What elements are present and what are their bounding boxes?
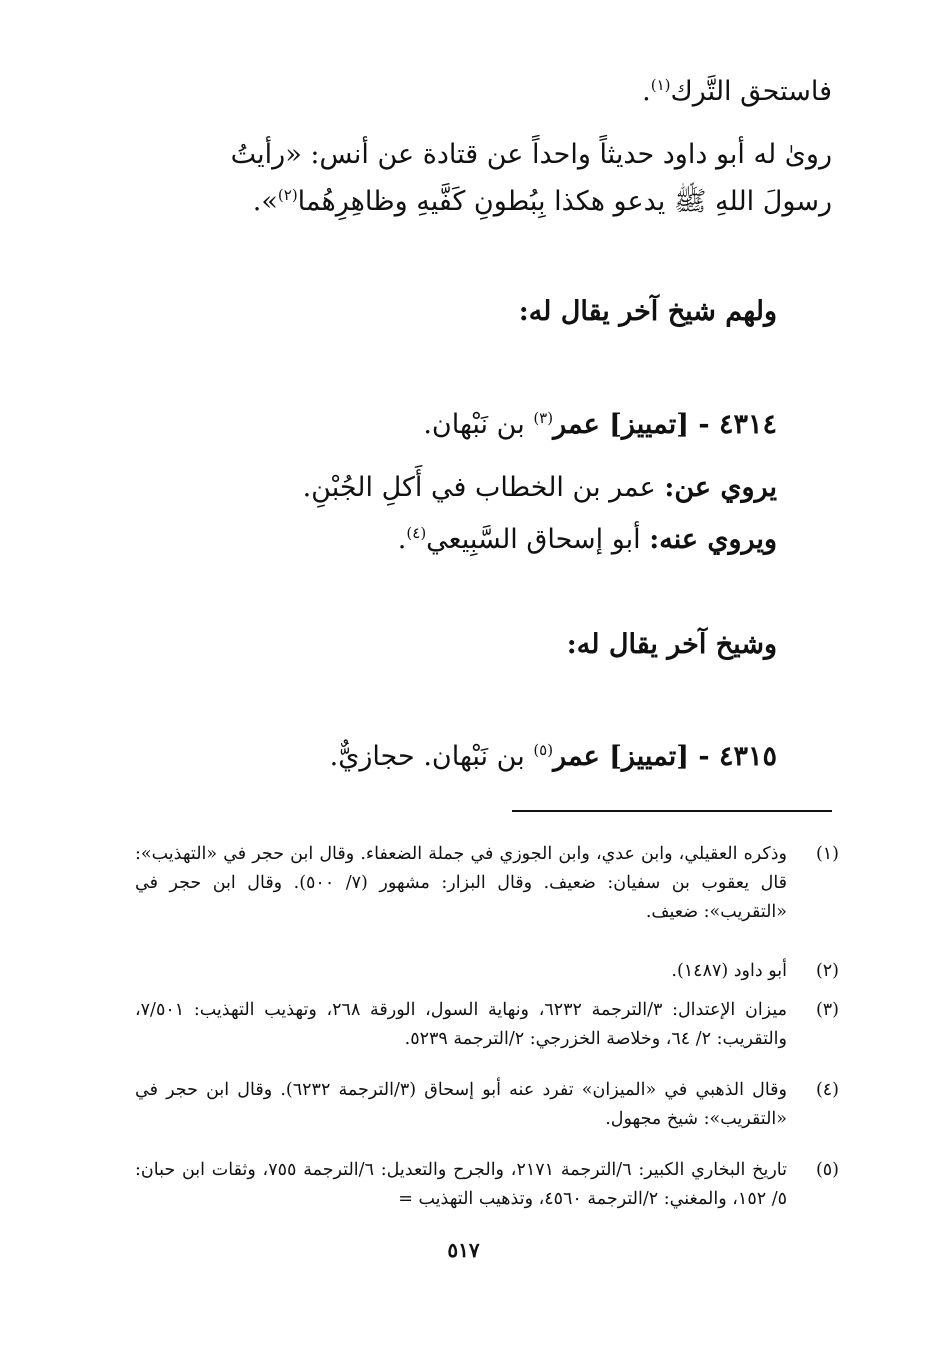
body-text: فاستحق التَّرك <box>670 76 832 107</box>
body-text: . <box>397 524 407 555</box>
narrated-by-line <box>398 520 777 560</box>
body-line-1 <box>642 72 832 112</box>
body-paragraph-line-2 <box>253 182 832 222</box>
entry-number: ٤٣١٥ - [تمييز] عمر <box>553 741 777 772</box>
entry-4315 <box>330 737 777 777</box>
footnote-ref-4[interactable]: (٤) <box>406 524 427 542</box>
footnote-number: (٣) <box>815 1000 839 1020</box>
narrates-from-line <box>303 468 777 508</box>
footnote-divider <box>512 810 832 812</box>
narrated-by-label: ويروي عنه: <box>649 524 777 555</box>
footnote-text: تاريخ البخاري الكبير: ٦/الترجمة ٢١٧١، والجرح والتعديل: ٦/الترجمة ٧٥٥، وثقات ابن حبان: ٥/ ١٥٢، والمغني: ٢/الترجمة ٤٥٦٠، وتذهيب التهذيب = <box>135 1160 787 1209</box>
footnote-text: وذكره العقيلي، وابن عدي، وابن الجوزي في جملة الضعفاء. وقال ابن حجر في «التهذيب»: قال يعقوب بن سفيان: ضعيف. وقال البزار: مشهور (٧/ ٥٠٠). وقال ابن حجر في «التقريب»: ضعيف. <box>135 844 788 922</box>
footnote-text: أبو داود (١٤٨٧). <box>671 961 787 981</box>
footnote-1 <box>135 840 839 927</box>
narrated-by-value: أبو إسحاق السَّبِيعي <box>426 524 641 555</box>
body-text: ». <box>252 186 278 217</box>
footnote-number: (٥) <box>815 1160 839 1180</box>
footnote-ref-2[interactable]: (٢) <box>277 186 298 204</box>
entry-number: ٤٣١٤ - [تمييز] عمر <box>553 409 777 440</box>
entry-name: بن نَبْهان. حجازيٌّ. <box>329 741 525 772</box>
footnote-text: ميزان الإعتدال: ٣/الترجمة ٦٢٣٢، ونهاية السول، الورقة ٢٦٨، وتهذيب التهذيب: ٧/٥٠١، والتقريب: ٢/ ٦٤، وخلاصة الخزرجي: ٢/الترجمة ٥٢٣٩. <box>135 1000 787 1049</box>
footnote-ref-5[interactable]: (٥) <box>533 741 554 759</box>
section-heading-1: ولهم شيخ آخر يقال له: <box>518 296 777 327</box>
page-number: ٥١٧ <box>447 1238 480 1262</box>
entry-4314 <box>423 405 777 445</box>
body-paragraph-line-1 <box>231 135 832 175</box>
body-text: . <box>642 76 651 107</box>
footnote-text: وقال الذهبي في «الميزان» تفرد عنه أبو إسحاق (٣/الترجمة ٦٢٣٢). وقال ابن حجر في «التقريب»: شيخ مجهول. <box>135 1080 787 1129</box>
body-text: رسولَ اللهِ ﷺ يدعو هكذا بِبُطونِ كَفَّيهِ وظاهِرِهُما <box>297 186 832 217</box>
footnote-5 <box>135 1156 839 1214</box>
narrates-from-value: عمر بن الخطاب في أَكلِ الجُبْنِ. <box>302 472 656 503</box>
footnote-number: (٢) <box>815 961 839 981</box>
entry-name: بن نَبْهان. <box>423 409 525 440</box>
footnote-ref-1[interactable]: (١) <box>650 76 671 94</box>
footnote-number: (٤) <box>815 1080 839 1100</box>
footnote-2 <box>135 957 839 986</box>
footnote-number: (١) <box>815 844 839 864</box>
footnote-3 <box>135 996 839 1054</box>
narrates-from-label: يروي عن: <box>664 472 777 503</box>
section-heading-2: وشيخ آخر يقال له: <box>566 629 777 660</box>
body-text: روىٰ له أبو داود حديثاً واحداً عن قتادة عن أنس: «رأيتُ <box>230 139 832 170</box>
footnote-ref-3[interactable]: (٣) <box>533 409 554 427</box>
footnote-4 <box>135 1076 839 1134</box>
